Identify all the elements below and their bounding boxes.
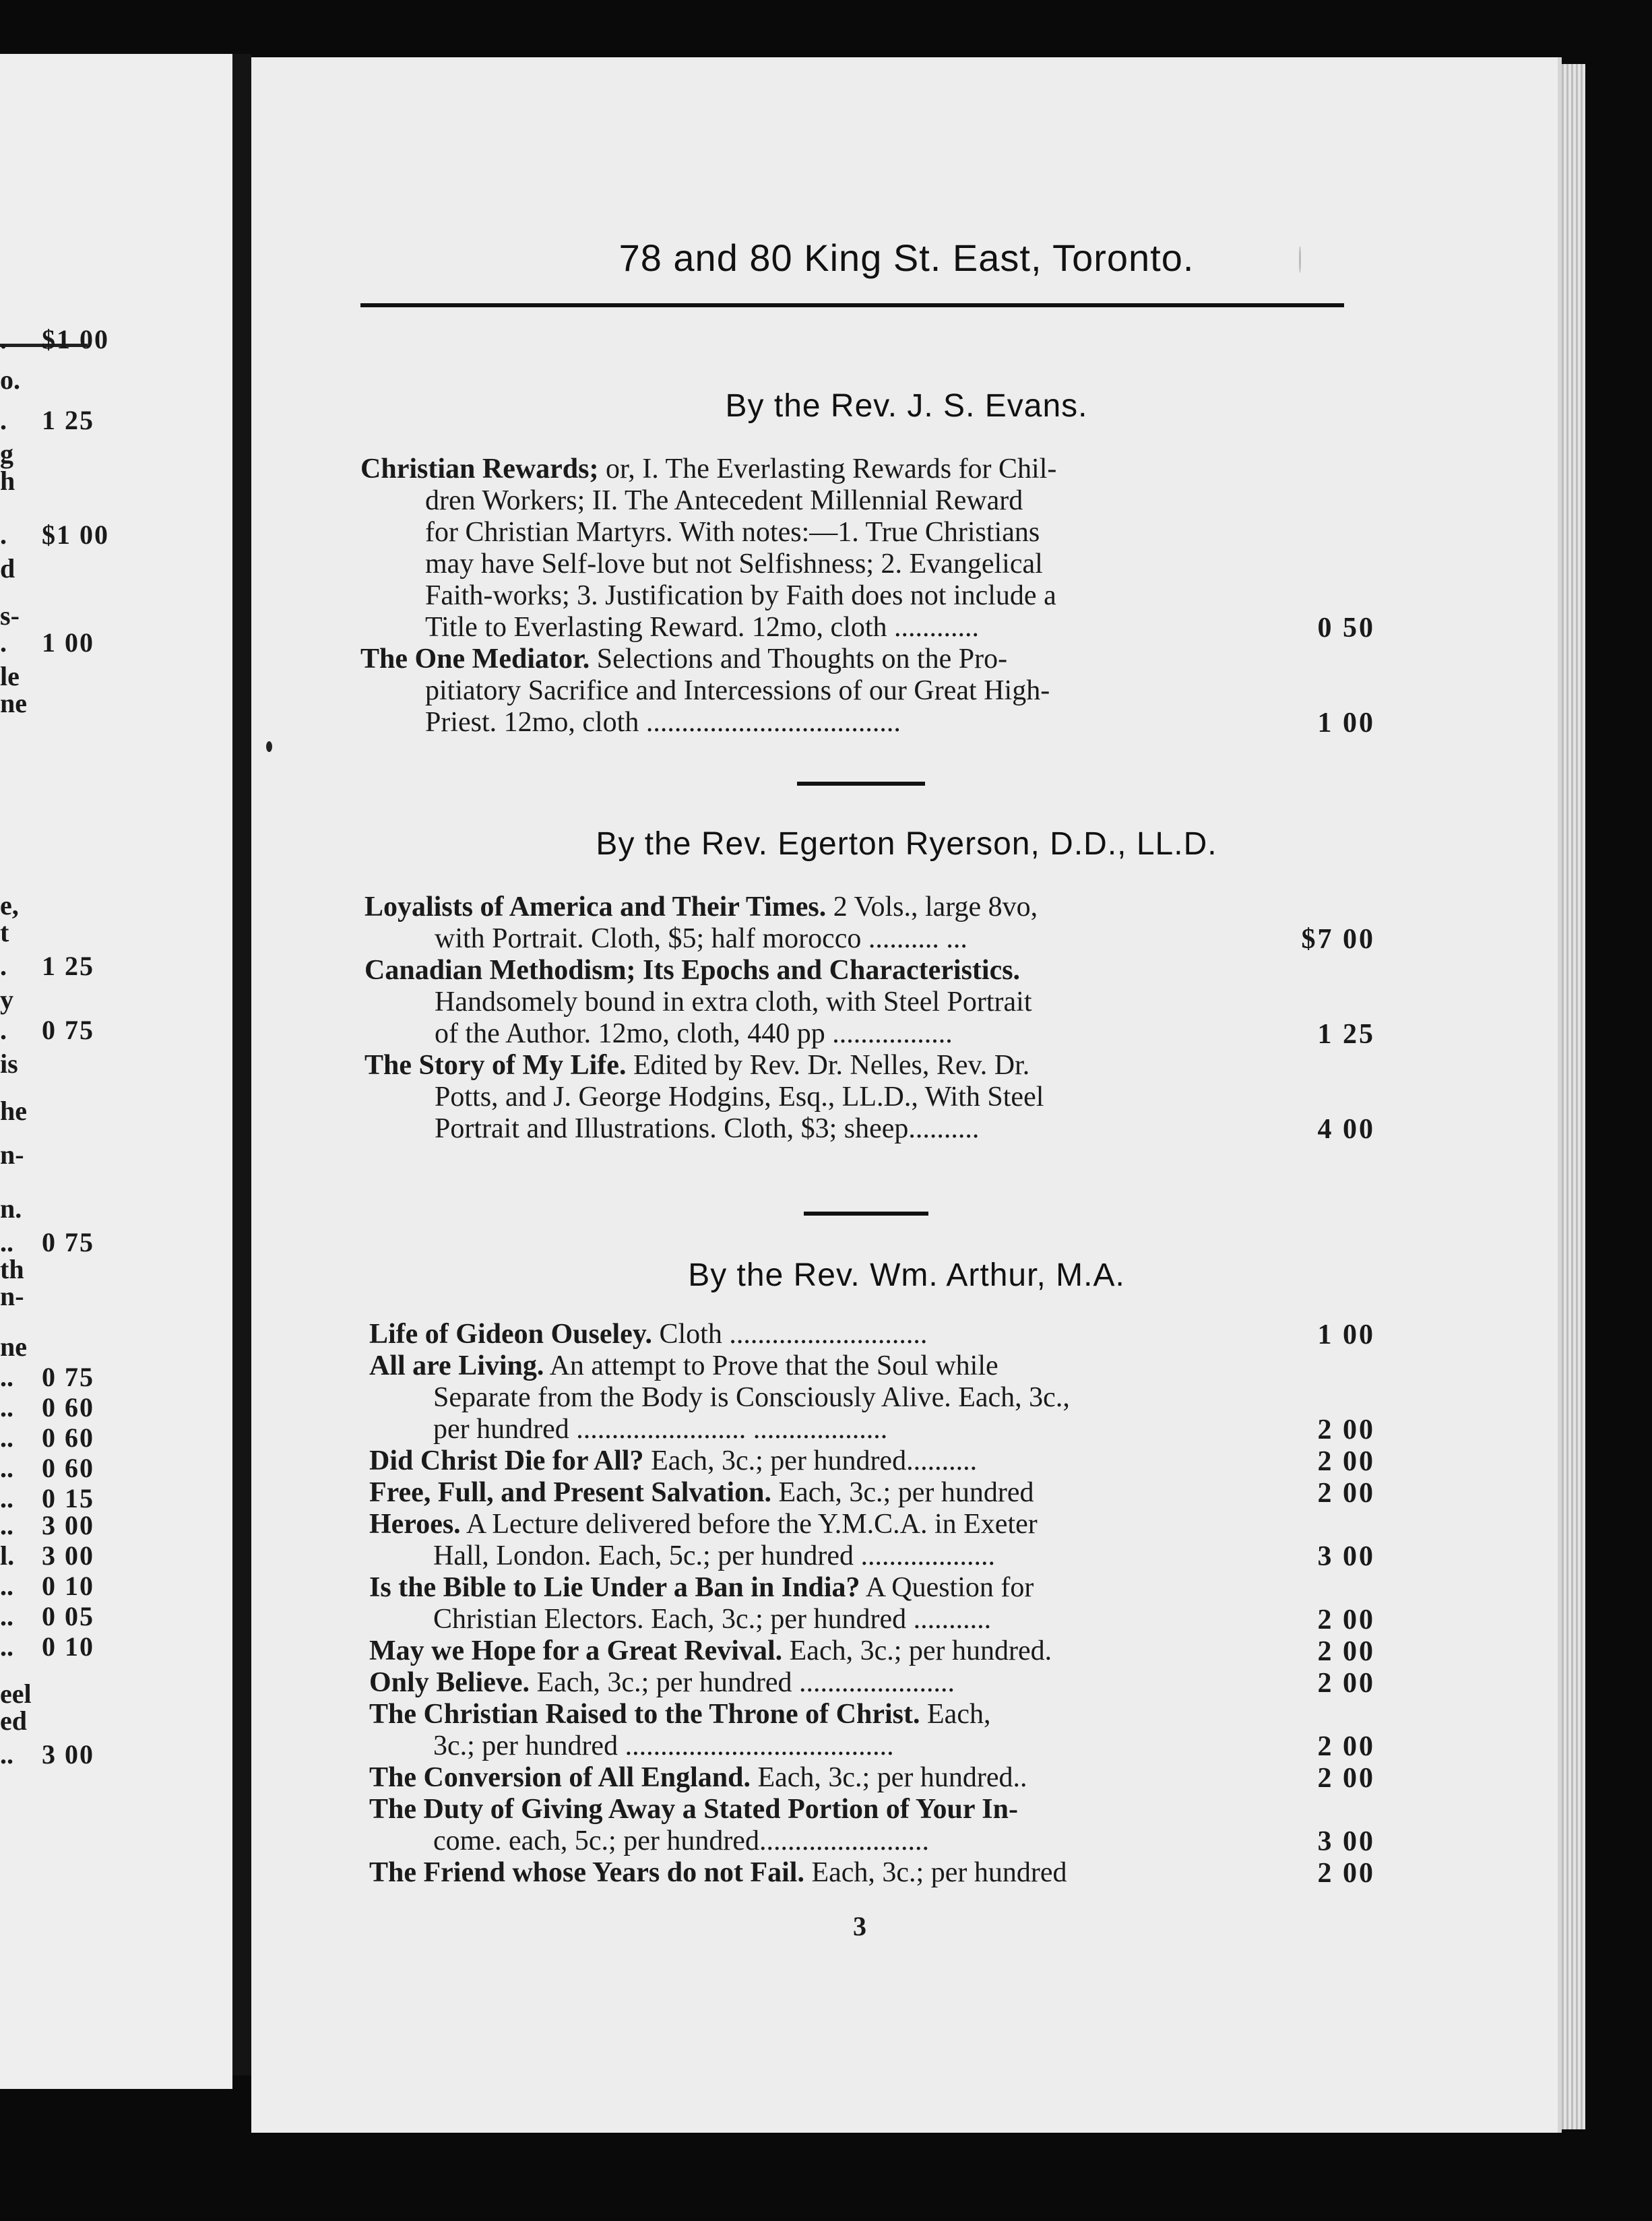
entry-title: The Christian Raised to the Throne of Christ. <box>369 1699 920 1730</box>
left-page-fragment-text: ed <box>0 1706 27 1736</box>
left-page-price: $1 00 <box>42 324 109 354</box>
entry-price: 1 25 <box>1317 1019 1375 1050</box>
left-page-price: $1 00 <box>42 520 109 550</box>
section-title-arthur: By the Rev. Wm. Arthur, M.A. <box>688 1257 1125 1293</box>
left-page-price: 0 75 <box>42 1227 94 1257</box>
left-page-price: 0 60 <box>42 1422 94 1453</box>
left-page-fragment-text: ne <box>0 1332 27 1362</box>
entry-price: 2 00 <box>1317 1668 1375 1699</box>
entry-text: Potts, and J. George Hodgins, Esq., LL.D., With Steel <box>435 1082 1044 1113</box>
entry-line <box>364 891 1038 923</box>
left-page-price: 0 05 <box>42 1601 94 1631</box>
entry-text: Edited by Rev. Dr. Nelles, Rev. Dr. <box>626 1050 1030 1081</box>
left-page-row <box>0 1452 229 1486</box>
left-page-price: 3 00 <box>42 1540 94 1571</box>
entry-text: Christian Electors. Each, 3c.; per hundred ........... <box>433 1604 992 1635</box>
entry-text: or, I. The Everlasting Rewards for Chil- <box>598 453 1057 484</box>
left-page-fragment-text: y <box>0 984 13 1015</box>
left-page-row <box>0 1600 229 1634</box>
entry-line <box>360 485 1056 517</box>
left-page-fragment-text: . <box>0 951 7 981</box>
entry-line <box>364 987 1032 1018</box>
entry-title: Heroes. <box>369 1509 461 1540</box>
entry-text: Separate from the Body is Consciously Alive. Each, 3c., <box>433 1382 1070 1413</box>
entry-line <box>360 517 1056 549</box>
left-page-fragment-text: .. <box>0 1422 13 1453</box>
entry-text: Each, 3c.; per hundred. <box>782 1635 1052 1666</box>
left-page-row <box>0 1422 229 1456</box>
entry-text: Each, <box>920 1699 991 1730</box>
left-page-row <box>0 984 229 1018</box>
left-page-price: 0 60 <box>42 1453 94 1483</box>
left-page-row <box>0 1193 229 1226</box>
entry-text: for Christian Martyrs. With notes:—1. True Christians <box>425 517 1040 548</box>
left-page-fragment-text: g <box>0 439 13 469</box>
left-page-row <box>0 1705 229 1739</box>
catalogue-entry <box>369 1445 977 1477</box>
entry-title: Christian Rewards; <box>360 453 599 484</box>
left-page-row <box>0 1631 229 1664</box>
left-page-row <box>0 1570 229 1604</box>
entry-line <box>360 644 1050 675</box>
entry-title: The Duty of Giving Away a Stated Portion of Your In- <box>369 1794 1018 1825</box>
entry-line <box>369 1635 1052 1667</box>
entry-text: Each, 3c.; per hundred <box>771 1477 1034 1508</box>
entry-title: Canadian Methodism; Its Epochs and Characteristics. <box>364 955 1021 986</box>
entry-line <box>369 1825 1018 1857</box>
section-divider <box>797 782 925 786</box>
left-page-price: 1 00 <box>42 627 94 658</box>
section-title-evans: By the Rev. J. S. Evans. <box>725 388 1088 424</box>
catalogue-entry <box>369 1509 1038 1572</box>
entry-line <box>369 1794 1018 1825</box>
entry-title: The Friend whose Years do not Fail. <box>369 1857 804 1888</box>
left-page-price: 0 75 <box>42 1015 94 1045</box>
catalogue-page <box>251 57 1562 2133</box>
entry-line <box>360 453 1056 485</box>
catalogue-entry <box>364 891 1038 955</box>
left-page-fragment-text: .. <box>0 1362 13 1392</box>
left-page-fragment-text: .. <box>0 1571 13 1601</box>
section-title-ryerson: By the Rev. Egerton Ryerson, D.D., LL.D. <box>596 826 1217 862</box>
left-page-fragment-text: t <box>0 917 9 947</box>
left-page-row <box>0 1739 229 1772</box>
entry-text: may have Self-love but not Selfishness; 2. Evangelical <box>425 549 1043 580</box>
entry-title: Loyalists of America and Their Times. <box>364 891 827 922</box>
left-page-fragment-text: n. <box>0 1193 22 1224</box>
entry-text: A Question for <box>860 1572 1034 1603</box>
entry-line <box>360 580 1056 612</box>
entry-line <box>364 955 1032 987</box>
left-page-row <box>0 916 229 950</box>
entry-price: 1 00 <box>1317 708 1375 739</box>
left-page-fragment-text: .. <box>0 1453 13 1483</box>
section-divider <box>804 1212 928 1216</box>
left-page-fragment-text: . <box>0 405 7 435</box>
entry-text: 2 Vols., large 8vo, <box>826 891 1038 922</box>
entry-text: come. each, 5c.; per hundred........................ <box>433 1825 929 1856</box>
entry-price: 3 00 <box>1317 1826 1375 1857</box>
entry-text: A Lecture delivered before the Y.M.C.A. in Exeter <box>460 1509 1038 1540</box>
left-page-price: 1 25 <box>42 405 94 435</box>
entry-line <box>369 1857 1067 1889</box>
entry-text: Each, 3c.; per hundred ...................... <box>529 1667 955 1698</box>
entry-line <box>369 1572 1034 1604</box>
left-page-fragment <box>0 54 232 2089</box>
catalogue-entry <box>360 644 1050 739</box>
catalogue-entry <box>369 1319 927 1350</box>
entry-line <box>360 675 1050 707</box>
left-page-row <box>0 627 229 660</box>
entry-text: of the Author. 12mo, cloth, 440 pp ................. <box>435 1018 953 1049</box>
entry-text: Title to Everlasting Reward. 12mo, cloth ............ <box>425 612 980 643</box>
left-page-row <box>0 404 229 438</box>
entry-line <box>369 1540 1038 1572</box>
entry-price: 4 00 <box>1317 1114 1375 1145</box>
left-page-row <box>0 553 229 586</box>
entry-title: May we Hope for a Great Revival. <box>369 1635 783 1666</box>
catalogue-entry <box>369 1477 1034 1509</box>
entry-text: Hall, London. Each, 5c.; per hundred ................... <box>433 1540 995 1571</box>
left-page-row <box>0 1509 229 1543</box>
entry-text: An attempt to Prove that the Soul while <box>544 1350 998 1381</box>
entry-text: per hundred ........................ ................... <box>433 1414 888 1445</box>
entry-title: Did Christ Die for All? <box>369 1445 644 1476</box>
entry-line <box>369 1667 955 1699</box>
left-page-fragment-text: e, <box>0 890 19 920</box>
left-page-fragment-text: d <box>0 553 15 584</box>
entry-price: 2 00 <box>1317 1446 1375 1477</box>
entry-price: 0 50 <box>1317 613 1375 644</box>
page-number: 3 <box>853 1911 866 1941</box>
entry-title: The Story of My Life. <box>364 1050 627 1081</box>
left-page-fragment-text: he <box>0 1096 27 1126</box>
left-page-fragment-text: . <box>0 520 7 550</box>
entry-text: Cloth ............................ <box>652 1319 928 1350</box>
left-page-row <box>0 1361 229 1395</box>
left-page-row <box>0 364 229 398</box>
left-page-fragment-text: . <box>0 627 7 658</box>
entry-line <box>360 707 1050 739</box>
catalogue-entry <box>360 453 1056 644</box>
catalogue-entry <box>369 1699 990 1762</box>
left-page-row <box>0 1095 229 1129</box>
entry-price: 2 00 <box>1317 1763 1375 1794</box>
left-page-price: 0 10 <box>42 1571 94 1601</box>
left-page-fragment-text: ne <box>0 688 27 718</box>
left-page-fragment-text: .. <box>0 1227 13 1257</box>
entry-text: Handsomely bound in extra cloth, with Steel Portrait <box>435 987 1032 1018</box>
left-page-row <box>0 1391 229 1425</box>
entry-line <box>364 923 1038 955</box>
left-page-fragment-text: h <box>0 466 15 496</box>
left-page-fragment-text: n- <box>0 1281 24 1311</box>
entry-text: 3c.; per hundred ...................................... <box>433 1730 894 1761</box>
left-page-price: 3 00 <box>42 1739 94 1770</box>
entry-text: Each, 3c.; per hundred <box>804 1857 1067 1888</box>
left-page-fragment-text: .. <box>0 1483 13 1513</box>
entry-price: 3 00 <box>1317 1541 1375 1572</box>
catalogue-entry <box>369 1350 1070 1445</box>
entry-line <box>369 1382 1070 1414</box>
entry-line <box>364 1018 1032 1050</box>
left-page-fragment-text: l. <box>0 1540 15 1571</box>
left-page-fragment-text: le <box>0 661 20 691</box>
left-page-fragment-text: .. <box>0 1392 13 1422</box>
entry-line <box>364 1082 1044 1113</box>
left-page-row <box>0 950 229 984</box>
catalogue-entry <box>369 1667 955 1699</box>
entry-price: 2 00 <box>1317 1636 1375 1667</box>
left-page-fragment-text: .. <box>0 1631 13 1662</box>
entry-text: dren Workers; II. The Antecedent Millennial Reward <box>425 485 1023 516</box>
entry-line <box>369 1762 1027 1794</box>
left-page-row <box>0 1331 229 1365</box>
entry-title: The Conversion of All England. <box>369 1762 751 1793</box>
entry-text: Each, 3c.; per hundred.......... <box>643 1445 978 1476</box>
entry-title: All are Living. <box>369 1350 544 1381</box>
entry-line <box>360 549 1056 580</box>
catalogue-entry <box>369 1572 1034 1635</box>
catalogue-entry <box>369 1635 1052 1667</box>
entry-line <box>369 1509 1038 1540</box>
entry-text: Portrait and Illustrations. Cloth, $3; sheep.......... <box>435 1113 980 1144</box>
left-page-price: 0 10 <box>42 1631 94 1662</box>
left-page-fragment-text: .. <box>0 1601 13 1631</box>
page-masthead: 78 and 80 King St. East, Toronto. <box>618 237 1195 279</box>
entry-line <box>369 1604 1034 1635</box>
left-page-row <box>0 519 229 553</box>
left-page-fragment-text: . <box>0 324 7 354</box>
left-page-row <box>0 1048 229 1082</box>
catalogue-entry <box>364 955 1032 1050</box>
left-page-fragment-text: . <box>0 1015 7 1045</box>
left-page-row <box>0 1014 229 1048</box>
left-page-fragment-text: o. <box>0 365 20 395</box>
entry-price: $7 00 <box>1301 924 1375 955</box>
left-page-fragment-text: eel <box>0 1679 32 1709</box>
entry-price: 2 00 <box>1317 1414 1375 1445</box>
entry-line <box>369 1350 1070 1382</box>
entry-title: The One Mediator. <box>360 644 590 675</box>
masthead-rule <box>360 303 1344 307</box>
left-page-price: 0 60 <box>42 1392 94 1422</box>
left-page-row <box>0 1540 229 1573</box>
left-page-fragment-text: is <box>0 1049 18 1079</box>
left-page-row <box>0 465 229 499</box>
entry-title: Free, Full, and Present Salvation. <box>369 1477 771 1508</box>
entry-line <box>364 1050 1044 1082</box>
left-page-fragment-text: th <box>0 1254 24 1284</box>
left-page-fragment-text: .. <box>0 1510 13 1540</box>
left-page-row <box>0 687 229 721</box>
left-page-fragment-text: n- <box>0 1139 24 1170</box>
catalogue-entry <box>364 1050 1044 1145</box>
entry-price: 2 00 <box>1317 1731 1375 1762</box>
entry-price: 2 00 <box>1317 1604 1375 1635</box>
page-stack-edge <box>1562 64 1585 2129</box>
left-page-row <box>0 1280 229 1314</box>
ink-speck <box>1299 246 1301 273</box>
entry-price: 1 00 <box>1317 1319 1375 1350</box>
left-page-row <box>0 323 229 357</box>
page-gutter <box>232 54 251 2075</box>
entry-line <box>369 1414 1070 1445</box>
catalogue-entry <box>369 1762 1027 1794</box>
catalogue-entry <box>369 1857 1067 1889</box>
left-page-price: 1 25 <box>42 951 94 981</box>
left-page-price: 0 15 <box>42 1483 94 1513</box>
left-page-fragment-text: .. <box>0 1739 13 1770</box>
entry-title: Life of Gideon Ouseley. <box>369 1319 652 1350</box>
entry-text: with Portrait. Cloth, $5; half morocco .......... ... <box>435 923 967 954</box>
entry-line <box>369 1319 927 1350</box>
entry-text: Selections and Thoughts on the Pro- <box>590 644 1008 675</box>
entry-text: Faith-works; 3. Justification by Faith does not include a <box>425 580 1056 611</box>
entry-line <box>364 1113 1044 1145</box>
entry-price: 2 00 <box>1317 1858 1375 1889</box>
left-page-price: 0 75 <box>42 1362 94 1392</box>
entry-price: 2 00 <box>1317 1478 1375 1509</box>
entry-text: Priest. 12mo, cloth .................................... <box>425 707 901 738</box>
ink-speck <box>266 741 272 752</box>
entry-line <box>369 1477 1034 1509</box>
left-page-row <box>0 1139 229 1172</box>
left-page-price: 3 00 <box>42 1510 94 1540</box>
catalogue-entry <box>369 1794 1018 1857</box>
entry-line <box>369 1445 977 1477</box>
entry-text: Each, 3c.; per hundred.. <box>750 1762 1027 1793</box>
entry-title: Is the Bible to Lie Under a Ban in India? <box>369 1572 860 1603</box>
entry-line <box>369 1730 990 1762</box>
entry-line <box>360 612 1056 644</box>
entry-line <box>369 1699 990 1730</box>
left-page-fragment-text: s- <box>0 600 20 631</box>
entry-text: pitiatory Sacrifice and Intercessions of our Great High- <box>425 675 1050 706</box>
entry-title: Only Believe. <box>369 1667 530 1698</box>
